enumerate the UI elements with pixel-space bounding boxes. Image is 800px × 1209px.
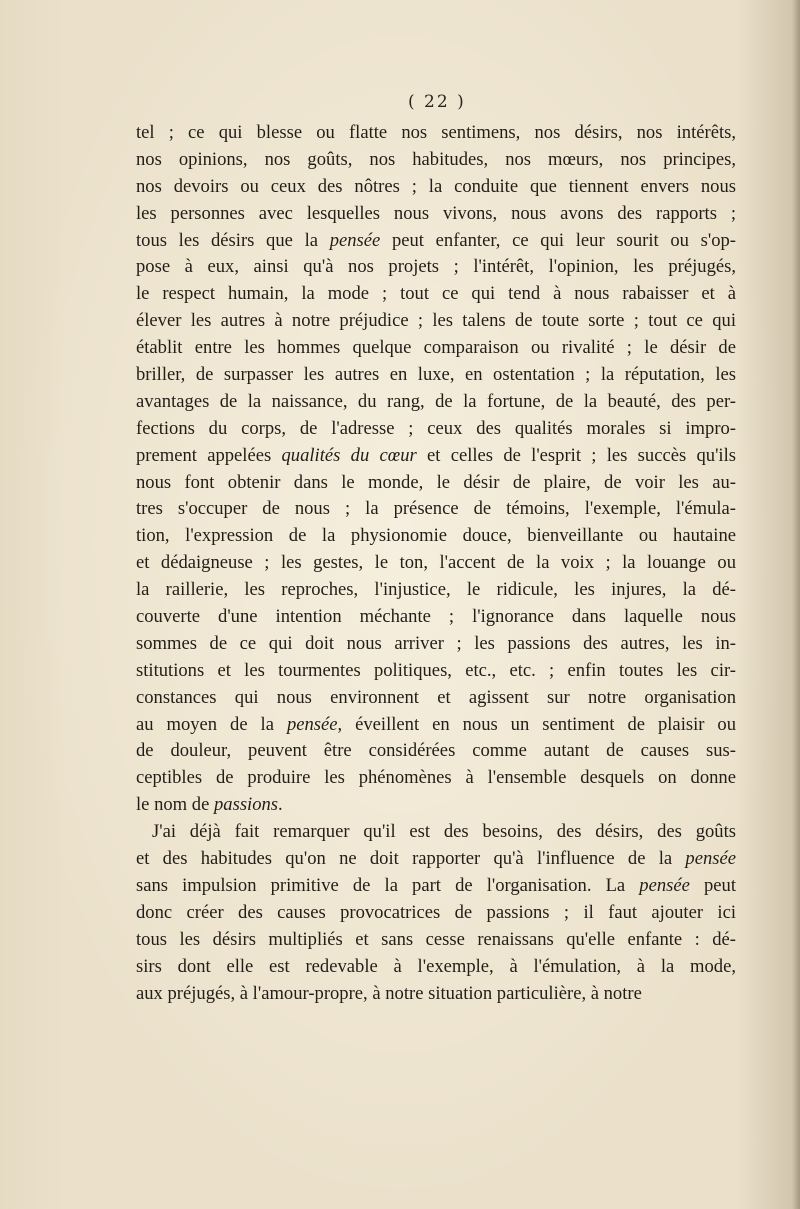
body-text: [136, 120, 736, 1007]
text-line: tres s'occuper de nous ; la présence de témoins, l'exemple, l'émula-: [136, 498, 736, 520]
text-line: le respect humain, la mode ; tout ce qui tend à nous rabaisser et à: [136, 283, 736, 305]
text-line: stitutions et les tourmentes politiques, etc., etc. ; enfin toutes les cir-: [136, 659, 736, 681]
italic-term: pensée: [329, 229, 381, 251]
text-line: fections du corps, de l'adresse ; ceux des qualités morales si impro-: [136, 417, 736, 439]
text-line: J'ai déjà fait remarquer qu'il est des besoins, des désirs, des goûts: [152, 821, 736, 843]
text-line: sans impulsion primitive de la part de l'organisation. La pensée peut: [136, 874, 736, 896]
text-line: avantages de la naissance, du rang, de la fortune, de la beauté, des per-: [136, 390, 736, 412]
text-line: tous les désirs multipliés et sans cesse renaissans qu'elle enfante : dé-: [136, 928, 736, 950]
text-line: de douleur, peuvent être considérées comme autant de causes sus-: [136, 740, 736, 762]
text-line: le nom de passions.: [136, 794, 283, 816]
italic-term: pensée: [685, 848, 736, 870]
text-line: briller, de surpasser les autres en luxe, en ostentation ; la réputation, les: [136, 364, 736, 386]
text-line: tous les désirs que la pensée peut enfanter, ce qui leur sourit ou s'op-: [136, 229, 736, 251]
text-line: ceptibles de produire les phénomènes à l'ensemble desquels on donne: [136, 767, 736, 789]
text-line: et dédaigneuse ; les gestes, le ton, l'accent de la voix ; la louange ou: [136, 552, 736, 574]
text-line: donc créer des causes provocatrices de passions ; il faut ajouter ici: [136, 901, 736, 923]
text-line: établit entre les hommes quelque comparaison ou rivalité ; le désir de: [136, 337, 736, 359]
text-line: les personnes avec lesquelles nous vivons, nous avons des rapports ;: [136, 202, 736, 224]
text-line: sommes de ce qui doit nous arriver ; les passions des autres, les in-: [136, 632, 736, 654]
text-line: et des habitudes qu'on ne doit rapporter qu'à l'influence de la pensée: [136, 848, 736, 870]
italic-term: pensée: [286, 713, 338, 735]
text-line: couverte d'une intention méchante ; l'ignorance dans laquelle nous: [136, 606, 736, 628]
text-line: nos devoirs ou ceux des nôtres ; la conduite que tiennent envers nous: [136, 175, 736, 197]
text-line: élever les autres à notre préjudice ; les talens de toute sorte ; tout ce qui: [136, 310, 736, 332]
text-line: prement appelées qualités du cœur et celles de l'esprit ; les succès qu'ils: [136, 444, 736, 466]
italic-term: pensée: [639, 874, 690, 896]
page-number: ( 22 ): [408, 92, 466, 112]
text-line: tion, l'expression de la physionomie douce, bienveillante ou hautaine: [136, 525, 736, 547]
italic-term: qualités du cœur: [281, 444, 417, 466]
text-line: au moyen de la pensée, éveillent en nous un sentiment de plaisir ou: [136, 713, 736, 735]
text-line: constances qui nous environnent et agissent sur notre organisation: [136, 686, 736, 708]
text-line: nous font obtenir dans le monde, le désir de plaire, de voir les au-: [136, 471, 736, 493]
page-edge-shadow: [792, 0, 800, 1209]
text-line: aux préjugés, à l'amour-propre, à notre situation particulière, à notre: [136, 982, 642, 1004]
text-line: la raillerie, les reproches, l'injustice, le ridicule, les injures, la dé-: [136, 579, 736, 601]
text-line: nos opinions, nos goûts, nos habitudes, nos mœurs, nos principes,: [136, 148, 736, 170]
text-line: pose à eux, ainsi qu'à nos projets ; l'intérêt, l'opinion, les préjugés,: [136, 256, 736, 278]
text-line: tel ; ce qui blesse ou flatte nos sentimens, nos désirs, nos intérêts,: [136, 122, 736, 143]
italic-term: passions: [213, 794, 279, 816]
text-line: sirs dont elle est redevable à l'exemple, à l'émulation, à la mode,: [136, 955, 736, 977]
